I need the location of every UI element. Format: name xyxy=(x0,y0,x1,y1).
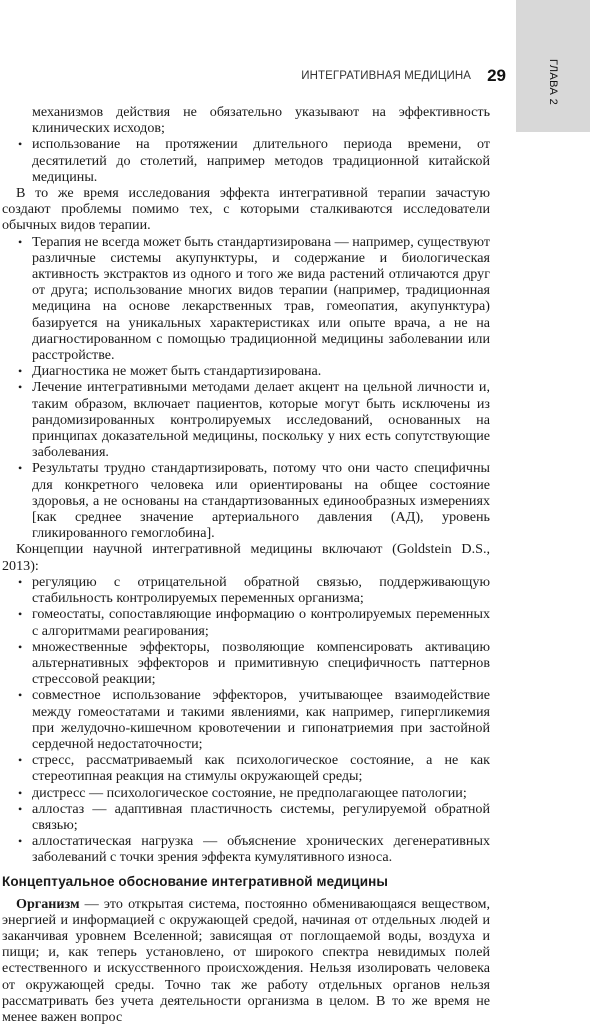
list-item-text: аллостаз — адаптивная пластичность системы, регулируемой обратной связью; xyxy=(32,800,490,833)
list-item xyxy=(2,363,490,379)
bullet-icon: • xyxy=(18,753,23,768)
list-item xyxy=(2,639,490,688)
list-item-text: использование на протяжении длительного периода времени, от десятилетий до столетий, например методов традиционной китайской медицины. xyxy=(32,136,490,185)
list-item xyxy=(2,752,490,784)
bullet-icon: • xyxy=(18,785,23,800)
bullet-icon: • xyxy=(18,574,23,589)
list-item xyxy=(2,801,490,833)
list-item xyxy=(2,833,490,865)
list-item xyxy=(2,234,490,364)
concepts-list xyxy=(2,574,490,866)
bullet-icon: • xyxy=(18,137,23,152)
list-item-text: Диагностика не может быть стандартизирована. xyxy=(32,363,322,380)
defined-term: Организм xyxy=(16,895,80,912)
list-item xyxy=(2,687,490,752)
list-item xyxy=(2,574,490,606)
bullet-icon: • xyxy=(18,688,23,703)
list-item-text: Лечение интегративными методами делает акцент на цельной личности и, таким образом, включает пациентов, которые могут быть исключены из рандомизированных контролируемых исследований, основанных на принципах доказательной медицины, поскольку у них есть сопутствующие заболевания. xyxy=(32,379,490,461)
bullet-icon: • xyxy=(18,461,23,476)
running-title: ИНТЕГРАТИВНАЯ МЕДИЦИНА xyxy=(301,70,472,82)
body-text xyxy=(2,104,490,1025)
paragraph-text: — это открытая система, постоянно обменивающаяся веществом, энергией и информацией с окружающей средой, начиная от отдельных людей и заканчивая уровнем Вселенной; зависящая от поглощаемой воды, воздуха и пищи; и, как теперь установлено, от широкого спектра невидимых полей естественного и искусственного происхождения. Нельзя изолировать человека от окружающей среды. Точно так же работу отдельных органов нельзя рассматривать без учета деятельности организма в целом. В то же время не менее важен вопрос xyxy=(2,895,490,1025)
list-item xyxy=(2,606,490,638)
bullet-icon: • xyxy=(18,380,23,395)
paragraph xyxy=(2,896,490,1025)
bullet-icon: • xyxy=(18,607,23,622)
chapter-label: ГЛАВА 2 xyxy=(547,58,559,106)
list-item-text: дистресс — психологическое состояние, не предполагающее патологии; xyxy=(32,784,467,801)
list-item xyxy=(2,136,490,185)
list-item-text: регуляцию с отрицательной обратной связью, поддерживающую стабильность контролируемых переменных организма; xyxy=(32,573,490,607)
list-item xyxy=(2,379,490,460)
problems-list xyxy=(2,234,490,542)
list-item xyxy=(2,785,490,801)
paragraph: В то же время исследования эффекта интегративной терапии зачастую создают проблемы помимо тех, с которыми сталкиваются исследователи обычных видов терапии. xyxy=(2,185,490,234)
paragraph: Концепции научной интегративной медицины включают (Goldstein D.S., 2013): xyxy=(2,541,490,574)
list-item-text: множественные эффекторы, позволяющие компенсировать активацию альтернативных эффекторов и примитивную специфичность паттернов стрессовой реакции; xyxy=(32,638,490,688)
list-item-text: Результаты трудно стандартизировать, потому что они часто специфичны для конкретного человека или ориентированы на общее состояние здоровья, а не основаны на стандартизованных единообразных измерениях [как среднее значение артериального давления (АД), уровень гликированного гемоглобина]. xyxy=(32,460,490,542)
list-item-text: аллостатическая нагрузка — объяснение хронических дегенеративных заболеваний с точки зрения эффекта кумулятивного износа. xyxy=(32,833,490,866)
bullet-icon: • xyxy=(18,364,23,379)
bullet-icon: • xyxy=(18,834,23,849)
list-item-text: Терапия не всегда может быть стандартизирована — например, существуют различные системы акупунктуры, и содержание и биологическая активность экстрактов из одного и того же вида растений отличаются друг от друга; использование многих видов терапии (например, традиционная медицина на основе лекарственных трав, гомеопатия, акупунктура) базируется на уникальных характеристиках или опыте врача, а не на диагностированном с помощью традиционной медицины заболевании или расстройстве. xyxy=(32,233,490,364)
list-item-text: стресс, рассматриваемый как психологическое состояние, а не как стереотипная реакция на стимулы окружающей среды; xyxy=(32,752,490,785)
section-heading: Концептуальное обоснование интегративной медицины xyxy=(2,873,388,889)
bullet-icon: • xyxy=(18,801,23,816)
bullet-icon: • xyxy=(18,234,23,249)
continued-bullet-text: механизмов действия не обязательно указывают на эффективность клинических исходов; xyxy=(32,104,490,137)
bullet-icon: • xyxy=(18,639,23,654)
list-item-text: гомеостаты, сопоставляющие информацию о контролируемых переменных с алгоритмами реагирования; xyxy=(32,606,490,639)
list-item-text: совместное использование эффекторов, учитывающее взаимодействие между гомеостатами и такими явлениями, как например, гипергликемия при желудочно-кишечном кровотечении и гипонатриемия при застойной сердечной недостаточности; xyxy=(32,687,490,752)
page-number: 29 xyxy=(487,66,506,85)
list-item xyxy=(2,460,490,541)
running-header xyxy=(300,66,506,86)
